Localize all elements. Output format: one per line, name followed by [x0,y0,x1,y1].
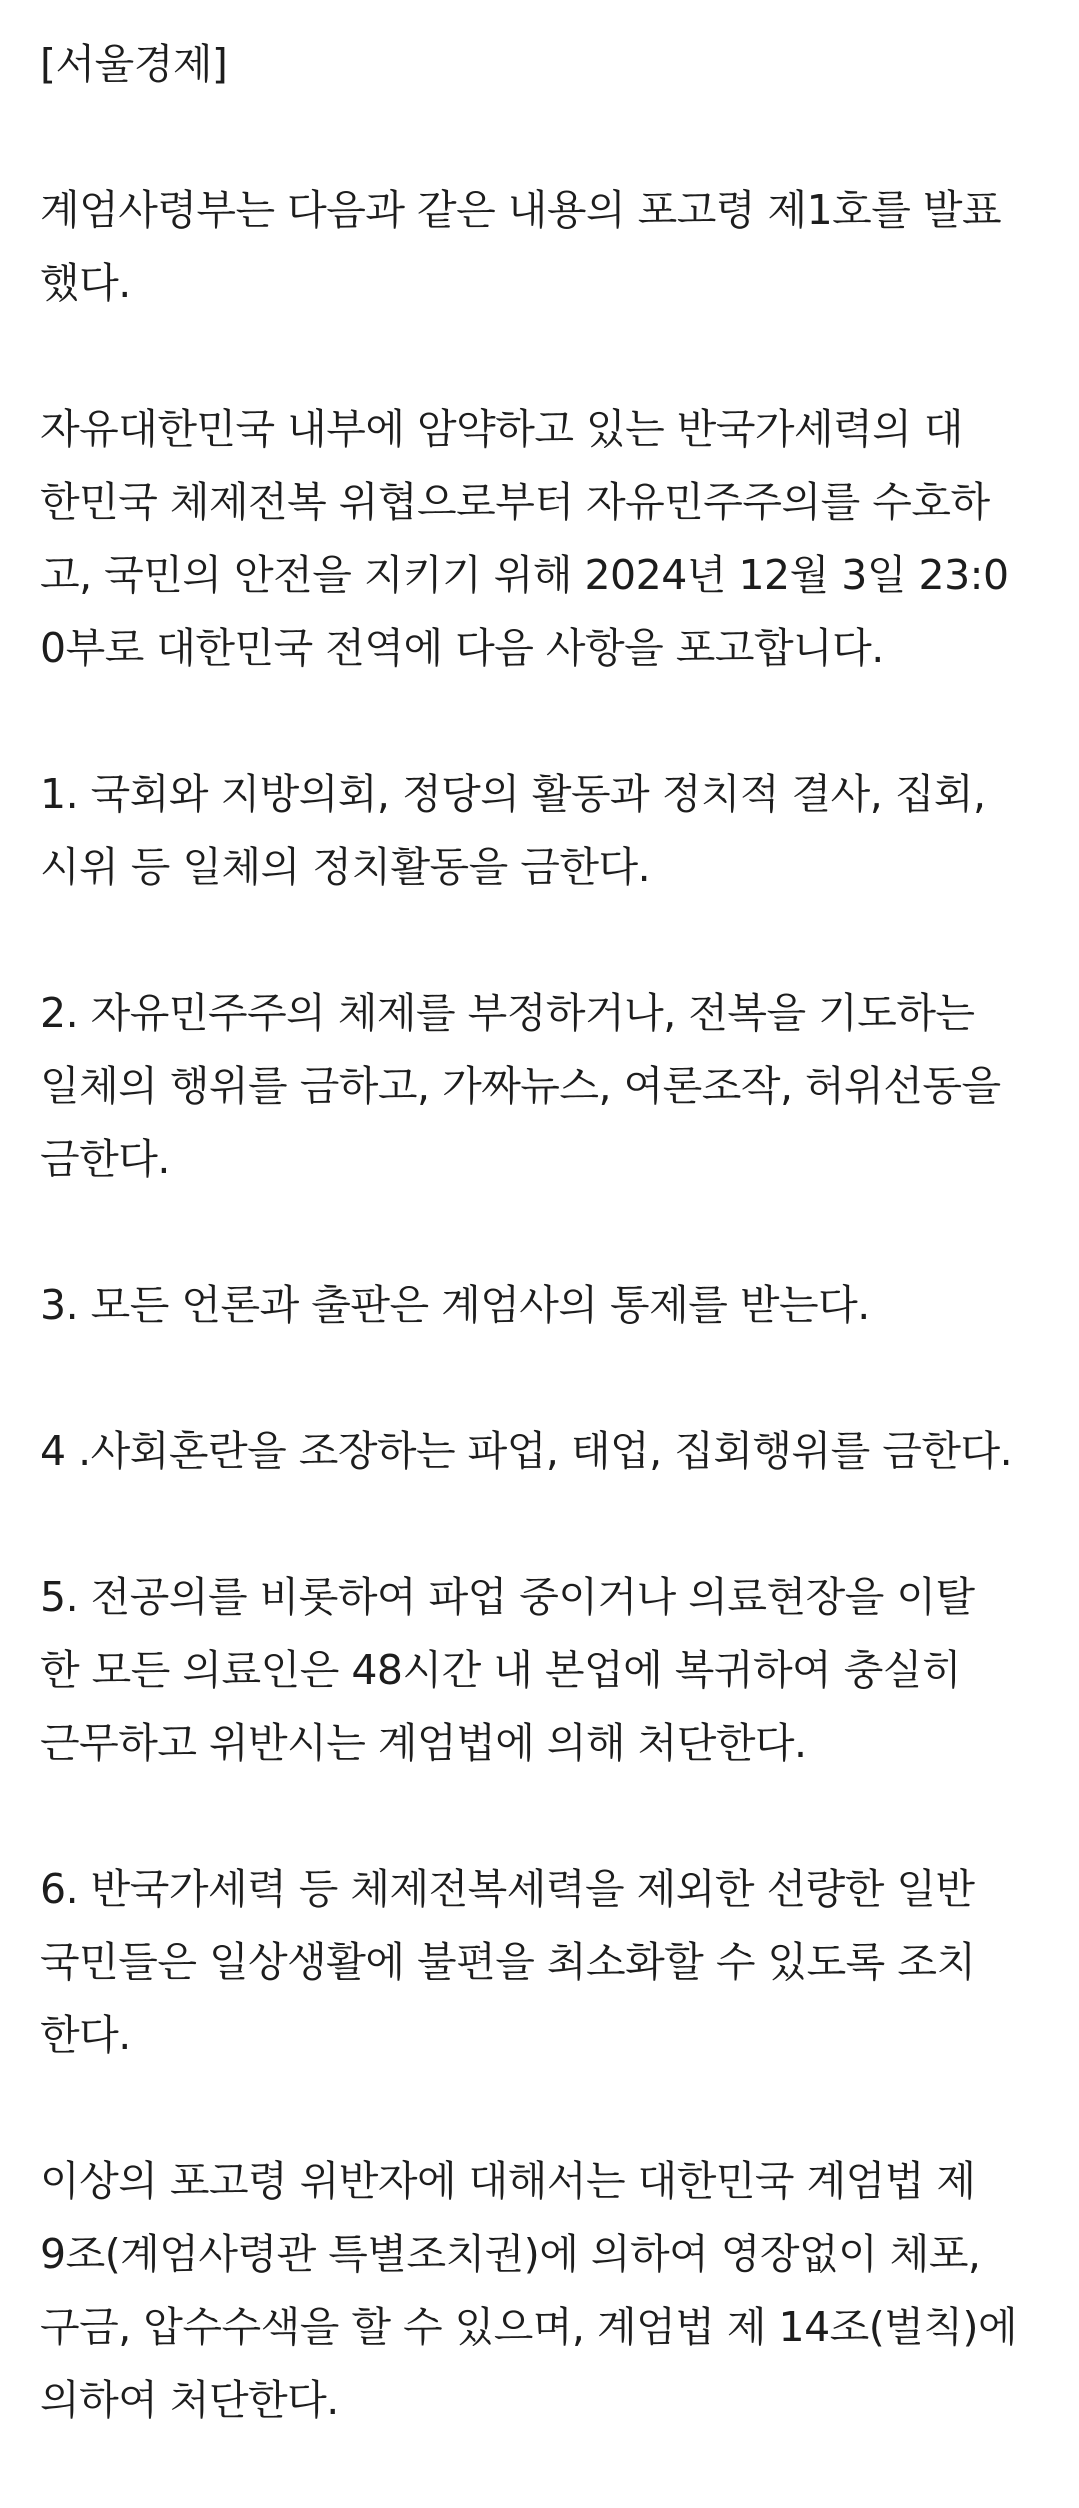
decree-item-1: 1. 국회와 지방의회, 정당의 활동과 정치적 결사, 집회, [40,770,986,818]
paragraph-gap [40,1342,1050,1415]
article-body [40,28,1050,2437]
decree-item-5: 한 모든 의료인은 48시간 내 본업에 복귀하여 충실히 [40,1646,962,1694]
decree-item-5: 근무하고 위반시는 계엄법에 의해 처단한다. [40,1719,807,1767]
source-tag: [서울경제] [40,40,228,88]
intro-line: 했다. [40,259,131,307]
decree-item-2: 2. 자유민주주의 체제를 부정하거나, 전복을 기도하는 [40,989,975,1037]
preamble-line: 0부로 대한민국 전역에 다음 사항을 포고합니다. [40,624,884,672]
preamble-line: 고, 국민의 안전을 지키기 위해 2024년 12월 3일 23:0 [40,551,1009,599]
paragraph-gap [40,685,1050,758]
paragraph-gap [40,1780,1050,1853]
decree-item-5: 5. 전공의를 비롯하여 파업 중이거나 의료현장을 이탈 [40,1573,975,1621]
decree-item-1: 시위 등 일체의 정치활동을 금한다. [40,843,651,891]
preamble-line: 자유대한민국 내부에 암약하고 있는 반국가세력의 대 [40,405,963,453]
intro-line: 계엄사령부는 다음과 같은 내용의 포고령 제1호를 발표 [40,186,1002,234]
paragraph-gap [40,101,1050,174]
closing-line: 9조(계엄사령관 특별조치권)에 의하여 영장없이 체포, [40,2230,981,2278]
closing-line: 구금, 압수수색을 할 수 있으며, 계엄법 제 14조(벌칙)에 [40,2303,1018,2351]
decree-item-2: 일체의 행위를 금하고, 가짜뉴스, 여론조작, 허위선동을 [40,1062,1001,1110]
paragraph-gap [40,904,1050,977]
decree-item-6: 한다. [40,2011,131,2059]
decree-item-3: 3. 모든 언론과 출판은 계엄사의 통제를 받는다. [40,1281,870,1329]
preamble-line: 한민국 체제전복 위협으로부터 자유민주주의를 수호하 [40,478,990,526]
paragraph-gap [40,2072,1050,2145]
paragraph-gap [40,320,1050,393]
paragraph-gap [40,1488,1050,1561]
paragraph-gap [40,1196,1050,1269]
decree-item-6: 6. 반국가세력 등 체제전복세력을 제외한 선량한 일반 [40,1865,975,1913]
decree-item-4: 4 .사회혼란을 조장하는 파업, 태업, 집회행위를 금한다. [40,1427,1013,1475]
decree-item-6: 국민들은 일상생활에 불편을 최소화할 수 있도록 조치 [40,1938,976,1986]
decree-item-2: 금한다. [40,1135,170,1183]
closing-line: 이상의 포고령 위반자에 대해서는 대한민국 계엄법 제 [40,2157,976,2205]
closing-line: 의하여 처단한다. [40,2376,339,2424]
